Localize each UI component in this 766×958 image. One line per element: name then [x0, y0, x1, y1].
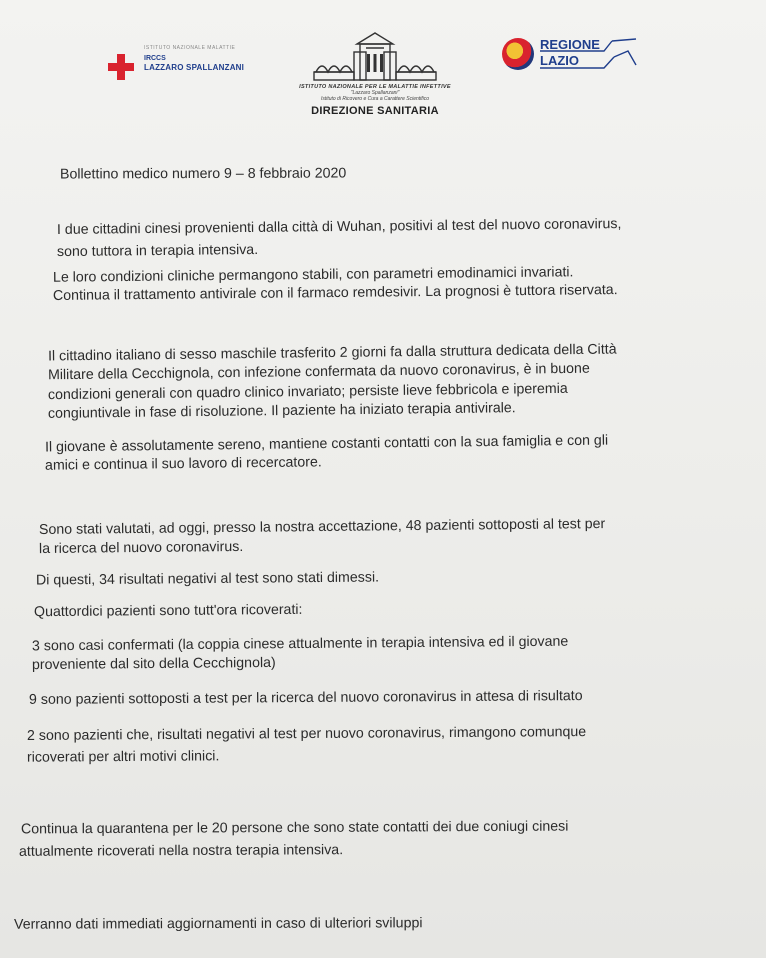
lazio-swoosh-icon [540, 35, 650, 75]
institute-subname: "Lazzaro Spallanzani" [350, 90, 400, 96]
logo-name: LAZZARO SPALLANZANI [144, 63, 245, 72]
spallanzani-logo [108, 42, 268, 82]
red-cross-icon [108, 54, 134, 80]
text-line: Le loro condizioni cliniche permangono stabili, con parametri emodinamici invariati. [52, 264, 574, 286]
building-icon [310, 30, 440, 82]
text-line: la ricerca del nuovo coronavirus. [38, 538, 244, 558]
text-line: congiuntivale in fase di risoluzione. Il paziente ha iniziato terapia antivirale. [47, 400, 516, 422]
text-line: 9 sono pazienti sottoposti a test per la ricerca del nuovo coronavirus in attesa di risultato [28, 688, 583, 708]
text-line: 3 sono casi confermati (la coppia cinese attualmente in terapia intensiva ed il giovane [31, 633, 569, 655]
text-line: ricoverati per altri motivi clinici. [26, 748, 220, 766]
regione-lazio-logo [500, 35, 650, 75]
bulletin-title: Bollettino medico numero 9 – 8 febbraio 2020 [59, 165, 347, 183]
institute-header [270, 30, 480, 135]
department-title: DIREZIONE SANITARIA [311, 105, 439, 117]
text-line: Il giovane è assolutamente sereno, mantiene costanti contatti con la sua famiglia e con gli [44, 432, 609, 456]
text-line: Verranno dati immediati aggiornamenti in caso di ulteriori sviluppi [13, 915, 423, 933]
text-line: Continua il trattamento antivirale con il farmaco remdesivir. La prognosi è tuttora riservata. [52, 282, 618, 304]
institute-type: Istituto di Ricovero e Cura a Carattere Scientifico [320, 96, 430, 102]
logo-small-text: ISTITUTO NAZIONALE MALATTIE [144, 45, 236, 51]
text-line: proveniente dal sito della Cecchignola) [31, 654, 276, 674]
institute-name: ISTITUTO NAZIONALE PER LE MALATTIE INFETTIVE [299, 84, 451, 90]
text-line: Quattordici pazienti sono tutt'ora ricoverati: [33, 601, 303, 621]
text-line: sono tuttora in terapia intensiva. [56, 241, 259, 261]
text-line: Di questi, 34 risultati negativi al test sono stati dimessi. [35, 569, 380, 589]
lazio-emblem-icon [502, 38, 534, 70]
text-line: Continua la quarantena per le 20 persone che sono state contatti dei due coniugi cinesi [20, 818, 569, 838]
text-line: Il cittadino italiano di sesso maschile trasferito 2 giorni fa dalla struttura dedicata della Città [47, 341, 617, 365]
text-line: amici e continua il suo lavoro di recercatore. [44, 454, 322, 474]
region-line2: LAZIO [540, 53, 579, 68]
logo-irccs: IRCCS [144, 55, 166, 62]
text-line: I due cittadini cinesi provenienti dalla città di Wuhan, positivi al test del nuovo coronavirus, [56, 216, 622, 238]
text-line: condizioni generali con quadro clinico invariato; persiste lieve febbricola e iperemia [47, 380, 568, 404]
text-line: Sono stati valutati, ad oggi, presso la nostra accettazione, 48 pazienti sottoposti al test per [38, 516, 606, 538]
text-line: attualmente ricoverati nella nostra terapia intensiva. [18, 842, 344, 860]
text-line: 2 sono pazienti che, risultati negativi al test per nuovo coronavirus, rimangono comunque [26, 724, 587, 744]
region-line1: REGIONE [540, 37, 600, 52]
text-line: Militare della Cecchignola, con infezione confermata da nuovo coronavirus, è in buone [47, 360, 590, 384]
